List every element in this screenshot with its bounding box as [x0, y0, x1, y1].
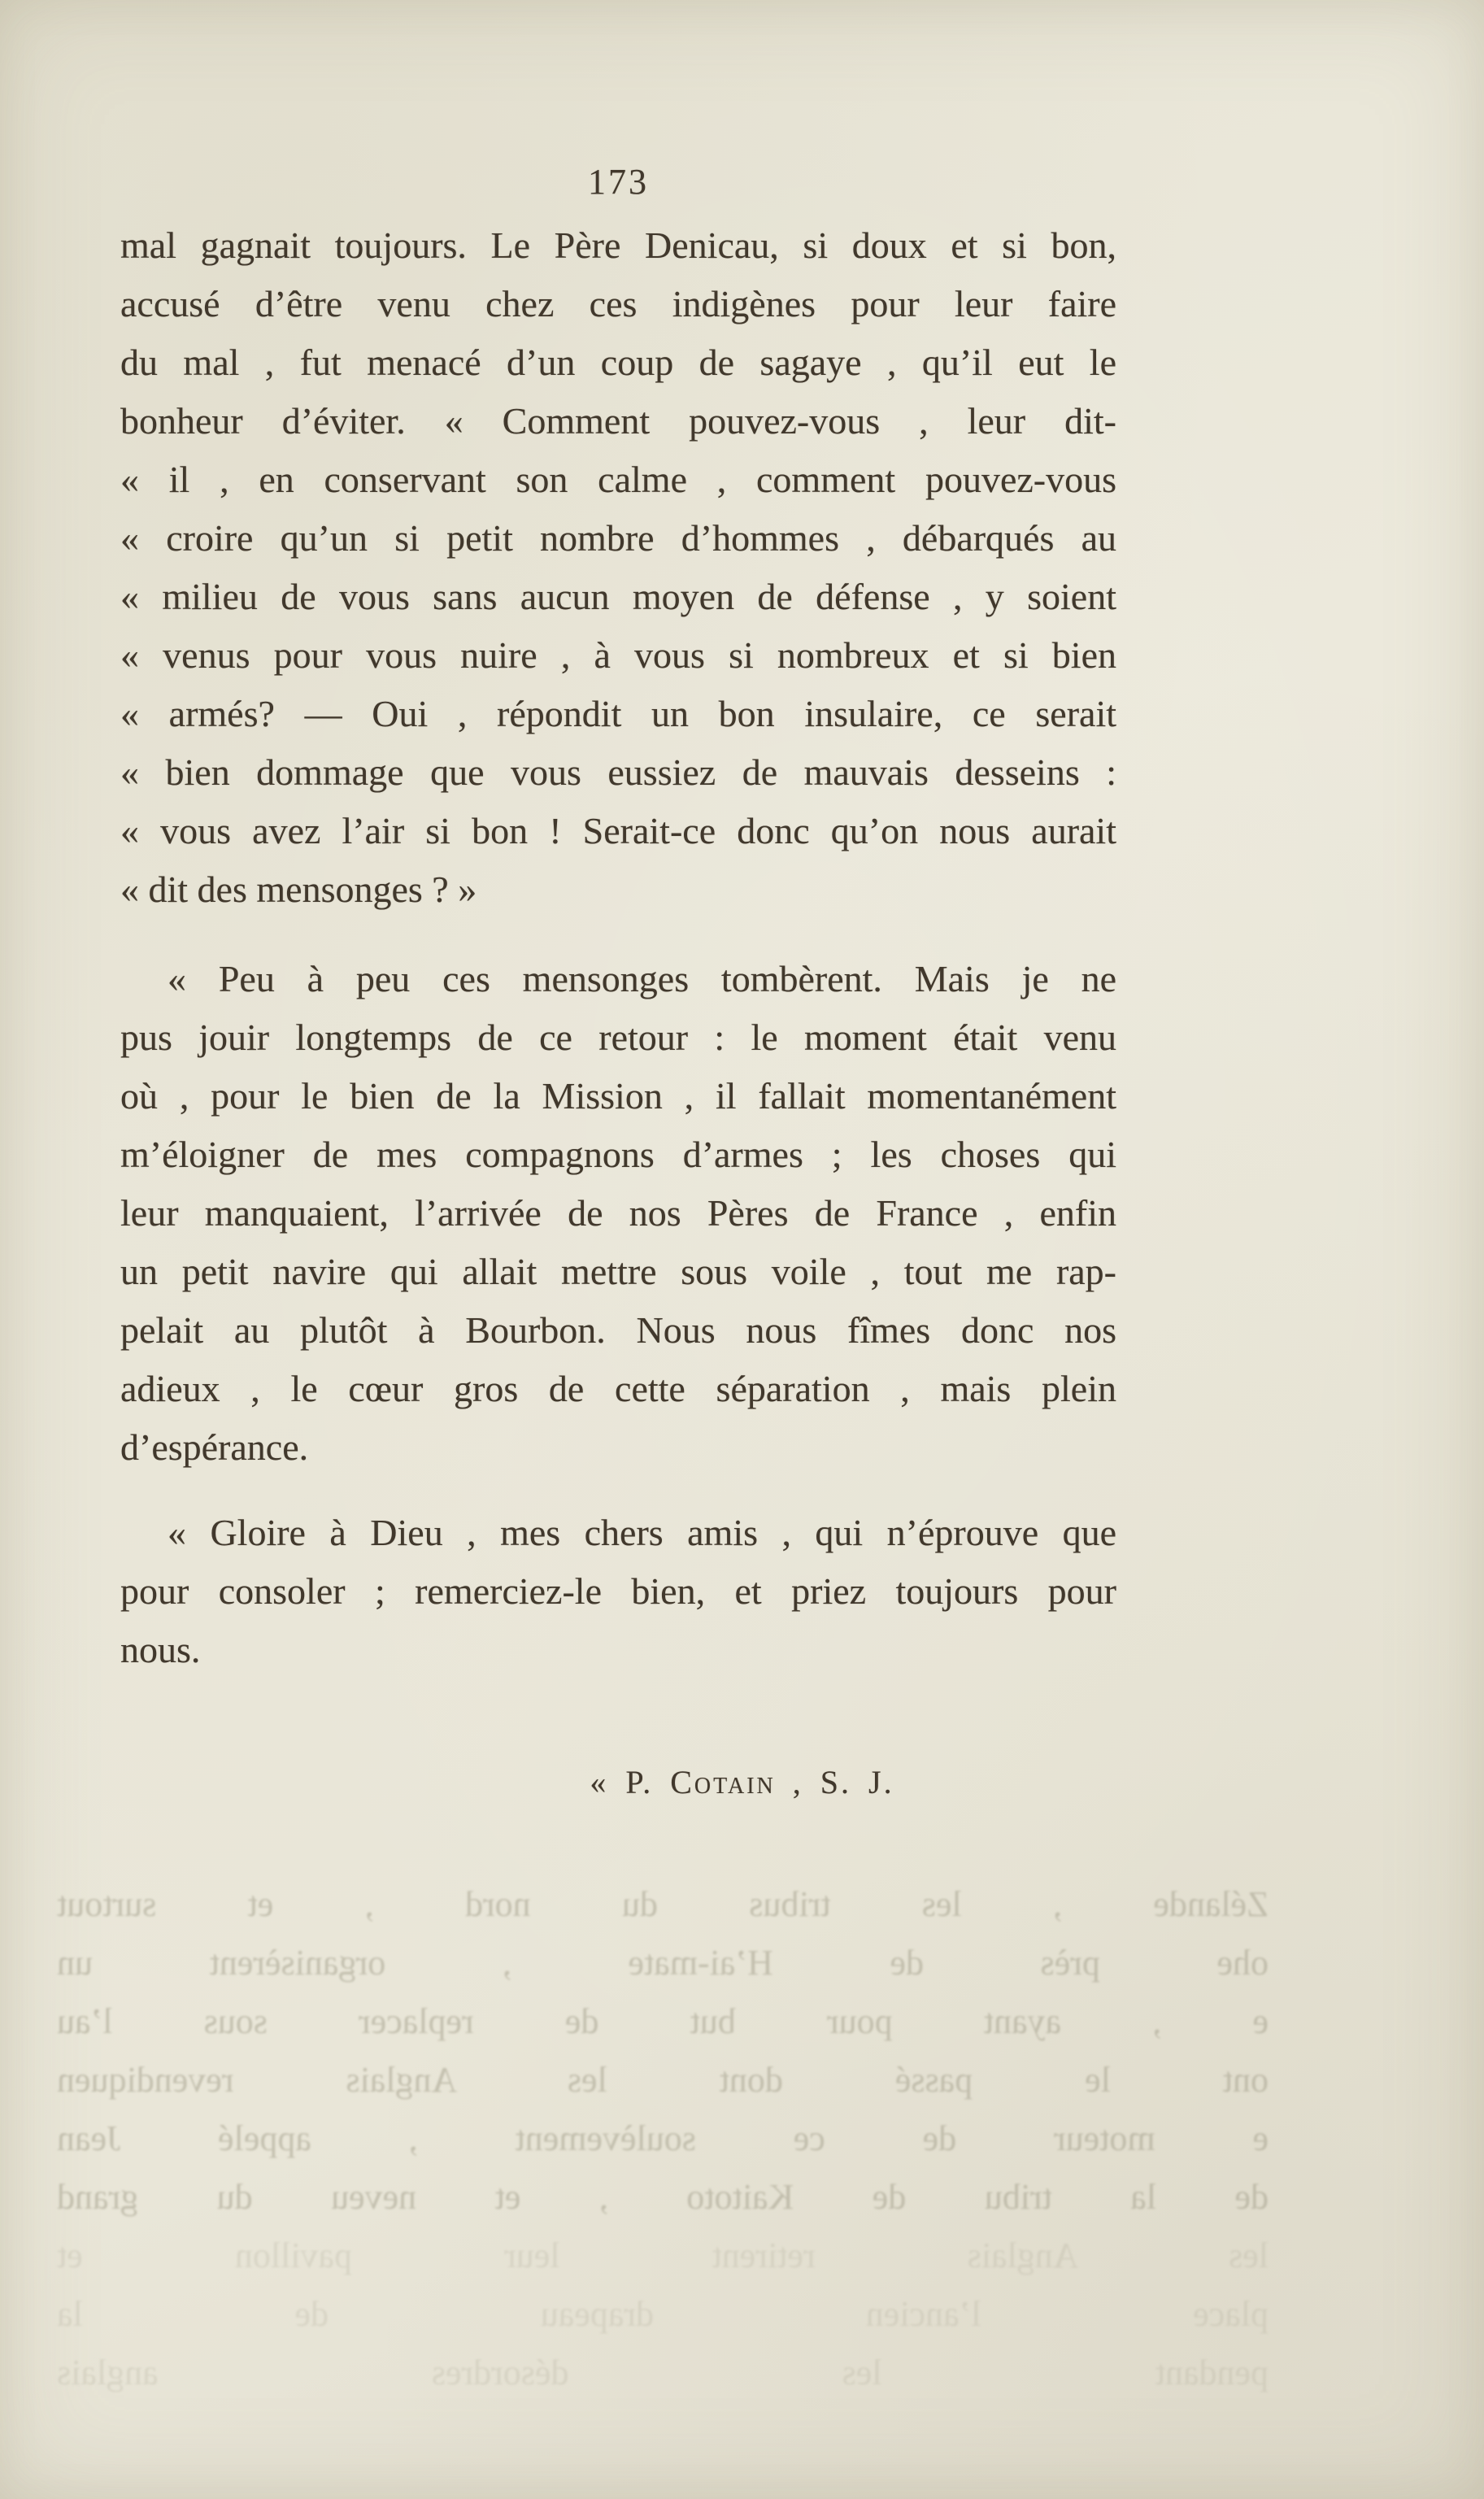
- paragraph-2: [120, 950, 1116, 1477]
- text-line: pus jouir longtemps de ce retour : le moment était venu: [120, 1017, 1116, 1058]
- text-line: nous.: [120, 1629, 201, 1670]
- bleedthrough-line: ont le passé dont les Anglais revendiquen: [57, 2060, 1269, 2100]
- text-line: « venus pour vous nuire , à vous si nombreux et si bien: [120, 634, 1116, 676]
- text-line: « milieu de vous sans aucun moyen de défense , y soient: [120, 576, 1116, 617]
- text-line: bonheur d’éviter. « Comment pouvez-vous , leur dit-: [120, 400, 1116, 442]
- bleedthrough-line: e , ayant pour but de replacer sous l’au: [57, 2001, 1269, 2041]
- bleedthrough-line: de la tribu de Kaitoto , et neveu du grand: [57, 2177, 1269, 2217]
- bleedthrough-line: ohe près de H’ai-mate , organisèrent un: [57, 1943, 1269, 1983]
- text-line: leur manquaient, l’arrivée de nos Pères de France , enfin: [120, 1192, 1116, 1234]
- text-line: « vous avez l’air si bon ! Serait-ce donc qu’on nous aurait: [120, 810, 1116, 851]
- text-line: adieux , le cœur gros de cette séparation , mais plein: [120, 1368, 1116, 1409]
- bleedthrough-line: place l’ancien drapeau de la: [57, 2294, 1269, 2334]
- text-line: accusé d’être venu chez ces indigènes pour leur faire: [120, 283, 1116, 324]
- text-line: pour consoler ; remerciez-le bien, et priez toujours pour: [120, 1570, 1116, 1612]
- paragraph-3: [120, 1504, 1116, 1679]
- signature: « P. Cotain , S. J.: [590, 1764, 894, 1800]
- text-line: « Peu à peu ces mensonges tombèrent. Mais je ne: [168, 958, 1116, 999]
- text-line: d’espérance.: [120, 1426, 309, 1468]
- text-line: « armés? — Oui , répondit un bon insulaire, ce serait: [120, 693, 1116, 734]
- text-line: « il , en conservant son calme , comment pouvez-vous: [120, 459, 1116, 500]
- bleedthrough-line: les Anglais retirent leur pavillon et: [57, 2236, 1269, 2275]
- bleedthrough-text: [57, 1875, 1269, 2402]
- paragraph-1: [120, 216, 1116, 919]
- bleedthrough-line: pendant les désordres anglais: [57, 2353, 1269, 2392]
- text-line: « bien dommage que vous eussiez de mauvais desseins :: [120, 751, 1116, 793]
- text-line: « dit des mensonges ? »: [120, 869, 477, 910]
- text-line: mal gagnait toujours. Le Père Denicau, si doux et si bon,: [120, 224, 1116, 266]
- page-number: 173: [588, 162, 649, 202]
- text-line: « Gloire à Dieu , mes chers amis , qui n’éprouve que: [168, 1512, 1116, 1553]
- text-line: où , pour le bien de la Mission , il fallait momentanément: [120, 1075, 1116, 1117]
- text-line: du mal , fut menacé d’un coup de sagaye , qu’il eut le: [120, 342, 1116, 383]
- text-line: m’éloigner de mes compagnons d’armes ; les choses qui: [120, 1134, 1116, 1175]
- bleedthrough-line: e moteur de ce soulèvement , appelé Jean: [57, 2118, 1269, 2158]
- text-line: « croire qu’un si petit nombre d’hommes , débarqués au: [120, 517, 1116, 559]
- text-line: pelait au plutôt à Bourbon. Nous nous fîmes donc nos: [120, 1309, 1116, 1351]
- text-line: un petit navire qui allait mettre sous voile , tout me rap-: [120, 1251, 1116, 1292]
- bleedthrough-line: Zélande , les tribus du nord , et surtout: [57, 1884, 1269, 1924]
